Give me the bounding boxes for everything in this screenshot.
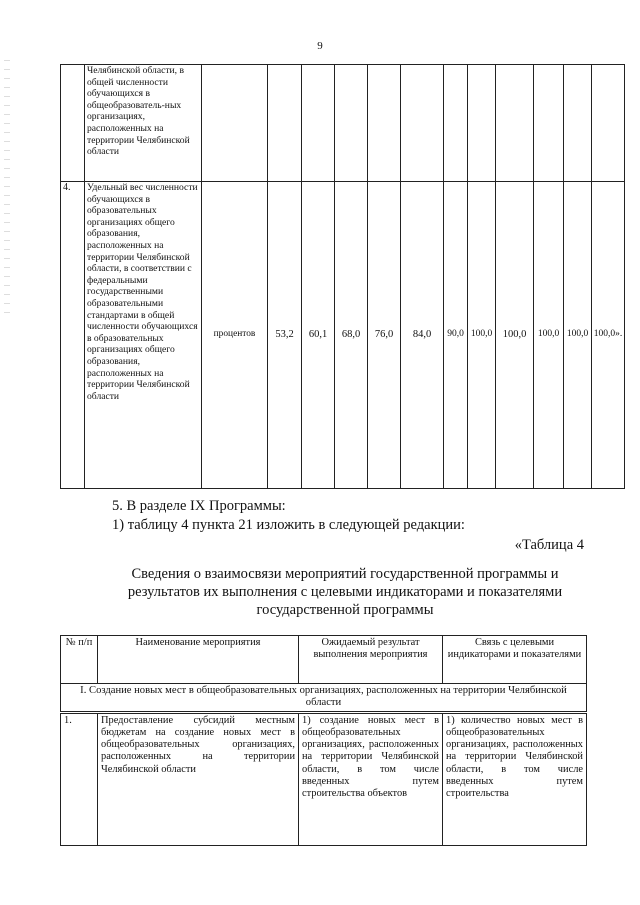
indicator-name-cell: Удельный вес численности обучающихся в образовательных организациях общего образования, расположенных на территории Челябинской области, в соответствии с федеральными государственными образовательными стандартами в общей численности обучающихся в образовательных организациях общего образования, расположенных на территории Челябинской области — [85, 182, 202, 489]
value-cell: 100,0 — [496, 182, 534, 489]
activity-name: Предоставление субсидий местным бюджетам на создание новых мест в общеобразовательных организациях, расположенных на территории Челябинской области — [98, 712, 299, 845]
value-cell: 90,0 — [444, 182, 468, 489]
indicators-table — [60, 64, 625, 489]
page-number: 9 — [317, 40, 323, 52]
section-title: I. Создание новых мест в общеобразовательных организациях, расположенных на территории Челябинской области — [61, 684, 587, 713]
value-cell: 100,0 — [564, 182, 592, 489]
table-header-row — [61, 636, 587, 684]
value-cell: 100,0 — [534, 182, 564, 489]
paragraph-item-5: 5. В разделе IX Программы: — [112, 498, 286, 514]
header-result: Ожидаемый результат выполнения мероприятия — [299, 636, 443, 684]
table-row — [61, 182, 625, 489]
header-link: Связь с целевыми индикаторами и показателями — [443, 636, 587, 684]
indicator-link: 1) количество новых мест в общеобразовательных организациях, расположенных на территории Челябинской области, в том числе введенных путем строительства — [443, 712, 587, 845]
row-index-cell: 4. — [61, 182, 85, 489]
expected-result: 1) создание новых мест в общеобразовательных организациях, расположенных на территории Челябинской области, в том числе введенных путем строительства объектов — [299, 712, 443, 845]
unit-cell: процентов — [202, 182, 268, 489]
value-cell: 68,0 — [335, 182, 368, 489]
value-cell: 76,0 — [368, 182, 401, 489]
section-row — [61, 684, 587, 713]
header-num: № п/п — [61, 636, 98, 684]
indicator-name-cell: Челябинской области, в общей численности обучающихся в общеобразователь-ных организациях, расположенных на территории Челябинской области — [85, 65, 202, 182]
header-name: Наименование мероприятия — [98, 636, 299, 684]
row-index-cell — [61, 65, 85, 182]
value-cell: 100,0 — [468, 182, 496, 489]
activities-table — [60, 635, 587, 846]
table-row — [61, 712, 587, 845]
value-cell: 60,1 — [302, 182, 335, 489]
scan-margin-artifact — [4, 60, 10, 320]
row-num: 1. — [61, 712, 98, 845]
value-cell: 53,2 — [268, 182, 302, 489]
paragraph-subitem-1: 1) таблицу 4 пункта 21 изложить в следующей редакции: — [112, 517, 465, 533]
table-caption: Сведения о взаимосвязи мероприятий государственной программы и результатов их выполнения с целевыми индикаторами и показателями государственной программы — [127, 566, 563, 618]
value-cell: 84,0 — [401, 182, 444, 489]
table-label: «Таблица 4 — [514, 537, 584, 553]
table-row — [61, 65, 625, 182]
value-cell: 100,0». — [592, 182, 625, 489]
